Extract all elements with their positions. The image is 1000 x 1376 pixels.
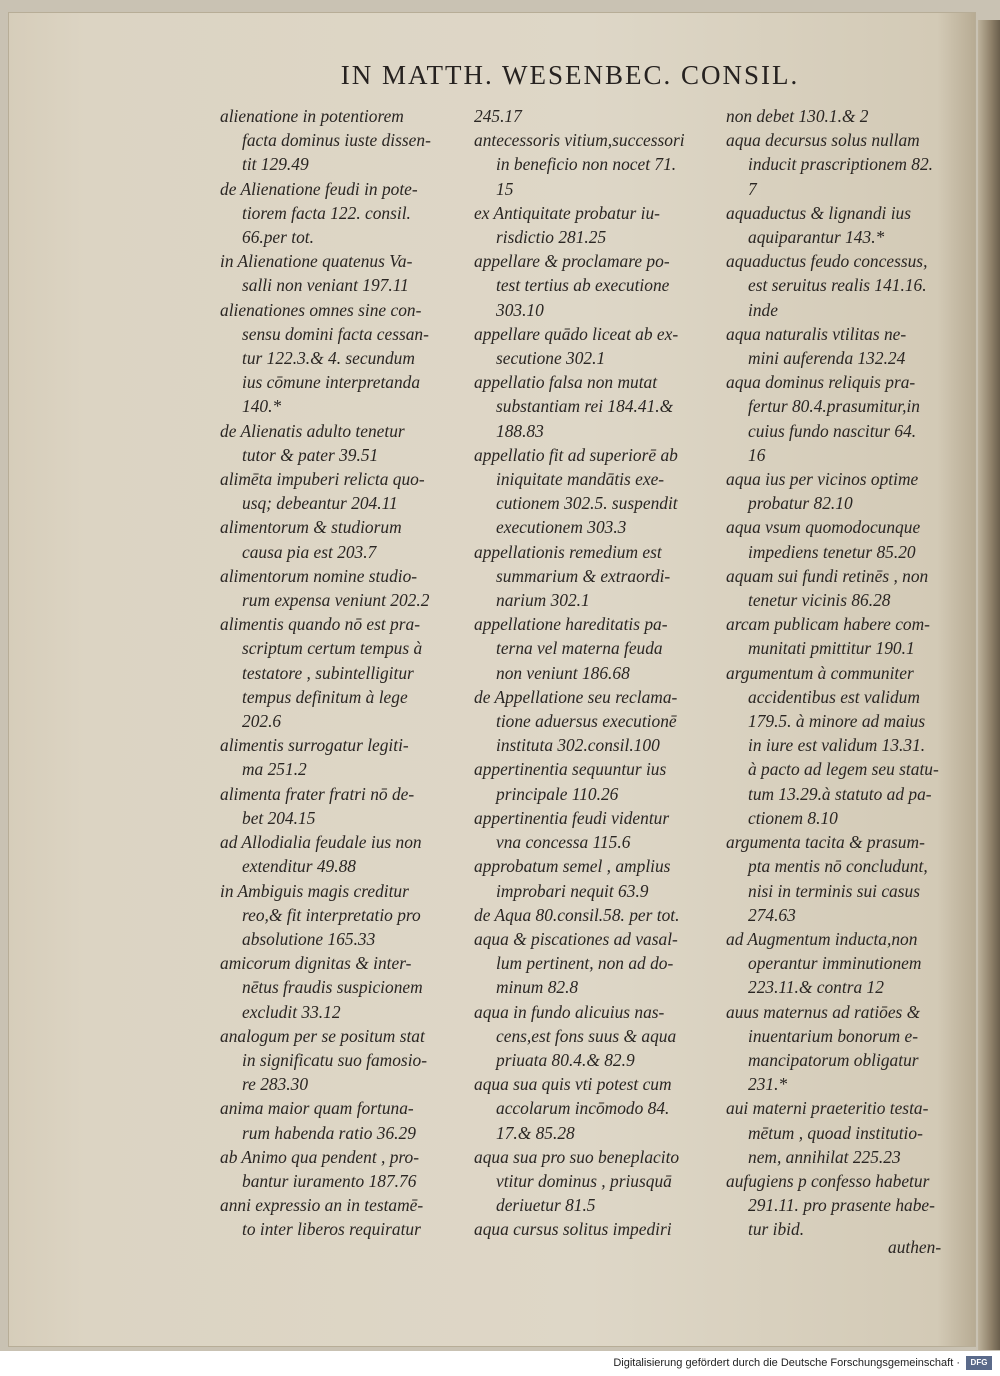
index-column-3 [726, 104, 976, 1242]
index-entry-line: 274.63 [748, 904, 796, 925]
index-entry-line: non debet 130.1.& 2 [726, 106, 869, 126]
index-entry-line: vna concessa 115.6 [496, 832, 631, 853]
index-entry [726, 1000, 976, 1097]
index-entry-line: tum 13.29.à statuto ad pa- [748, 783, 932, 804]
index-entry-line: rum expensa veniunt 202.2 [242, 590, 430, 611]
index-entry [474, 903, 714, 927]
index-entry-line: analogum per se positum stat [220, 1025, 425, 1046]
index-entry [474, 249, 714, 322]
index-entry-line: cens,est fons suus & aqua [496, 1025, 677, 1046]
index-entry [220, 733, 460, 781]
index-entry-line: appellare & proclamare po- [474, 251, 670, 272]
index-column-1 [220, 104, 460, 1242]
index-entry-line: 140.* [242, 396, 282, 417]
index-entry [220, 298, 460, 419]
index-entry-line: alimentorum & studiorum [220, 517, 402, 538]
index-entry-line: mancipatorum obligatur [748, 1049, 919, 1070]
index-entry-line: ex Antiquitate probatur iu- [474, 202, 660, 223]
index-entry-line: ctionem 8.10 [748, 807, 838, 828]
index-entry-line: tempus definitum à lege [242, 686, 408, 707]
index-entry [474, 806, 714, 854]
index-entry-line: de Appellatione seu reclama- [474, 686, 678, 707]
index-entry [220, 1024, 460, 1097]
index-entry-line: accidentibus est validum [748, 686, 920, 707]
index-entry-line: in iure est validum 13.31. [748, 735, 926, 756]
index-entry-line: in beneficio non nocet 71. [496, 154, 677, 175]
index-entry-line: cuius fundo nascitur 64. [748, 420, 917, 441]
index-entry-line: appertinentia sequuntur ius [474, 759, 667, 780]
index-entry-line: bet 204.15 [242, 807, 316, 828]
index-entry-line: pta mentis nō concludunt, [748, 856, 928, 877]
index-entry-line: 303.10 [496, 299, 544, 320]
index-entry-line: tenetur vicinis 86.28 [748, 590, 891, 611]
index-entry-line: in Alienatione quatenus Va- [220, 251, 413, 272]
index-entry-line: 223.11.& contra 12 [748, 977, 884, 998]
index-entry-line: instituta 302.consil.100 [496, 735, 660, 756]
index-entry [220, 782, 460, 830]
index-entry-line: tit 129.49 [242, 154, 309, 175]
index-entry-line: aui materni praeteritio testa- [726, 1098, 929, 1119]
index-entry [220, 951, 460, 1024]
index-entry-line: appellare quādo liceat ab ex- [474, 323, 679, 344]
index-entry-line: aqua sua quis vti potest cum [474, 1074, 672, 1095]
index-entry [220, 467, 460, 515]
index-entry [220, 612, 460, 733]
index-entry-line: fertur 80.4.prasumitur,in [748, 396, 920, 417]
index-entry-line: priuata 80.4.& 82.9 [496, 1049, 635, 1070]
index-entry-line: non veniunt 186.68 [496, 662, 630, 683]
index-entry-line: tutor & pater 39.51 [242, 444, 379, 465]
catchword: authen- [888, 1237, 942, 1257]
index-entry [474, 322, 714, 370]
index-entry-line: 17.& 85.28 [496, 1122, 575, 1143]
index-entry [726, 515, 976, 563]
index-entry-line: ius cōmune interpretanda [242, 372, 421, 393]
index-entry [726, 128, 976, 201]
index-entry-line: test tertius ab executione [496, 275, 670, 296]
index-entry-line: 179.5. à minore ad maius [748, 711, 926, 732]
index-entry-line: minum 82.8 [496, 977, 579, 998]
index-entry-line: 291.11. pro prasente habe- [748, 1195, 935, 1216]
index-entry-line: amicorum dignitas & inter- [220, 953, 412, 974]
index-entry-line: argumenta tacita & prasum- [726, 832, 925, 853]
index-entry-line: ma 251.2 [242, 759, 307, 780]
index-entry-line: terna vel materna feuda [496, 638, 663, 659]
index-entry-line: est seruitus realis 141.16. [748, 275, 927, 296]
index-entry [474, 443, 714, 540]
index-entry-line: risdictio 281.25 [496, 227, 607, 248]
index-entry [726, 249, 976, 322]
index-entry [220, 515, 460, 563]
index-entry-line: tiorem facta 122. consil. [242, 202, 411, 223]
index-entry-line: bantur iuramento 187.76 [242, 1170, 417, 1191]
index-entry [474, 1000, 714, 1073]
index-entry-line: excludit 33.12 [242, 1001, 341, 1022]
index-entry-line: à pacto ad legem seu statu- [748, 759, 939, 780]
index-entry-line: munitati pmittitur 190.1 [748, 638, 915, 659]
index-entry-line: to inter liberos requiratur [242, 1219, 421, 1240]
index-entry [726, 1169, 976, 1242]
index-entry [474, 1072, 714, 1145]
index-entry-line: cutionem 302.5. suspendit [496, 493, 678, 514]
index-entry [474, 854, 714, 902]
index-entry-line: alienationes omnes sine con- [220, 299, 422, 320]
index-entry [474, 757, 714, 805]
index-entry [474, 685, 714, 758]
index-entry-line: aqua vsum quomodocunque [726, 517, 921, 538]
index-entry-line: iniquitate mandātis exe- [496, 469, 665, 490]
index-entry-line: inducit prascriptionem 82. [748, 154, 934, 175]
index-entry-line: lum pertinent, non ad do- [496, 953, 674, 974]
index-entry [726, 1096, 976, 1169]
index-entry-line: in significatu suo famosio- [242, 1049, 428, 1070]
index-entry-line: alimenta frater fratri nō de- [220, 783, 415, 804]
index-entry-line: vtitur dominus , priusquā [496, 1170, 672, 1191]
index-entry [726, 104, 976, 128]
index-entry [474, 612, 714, 685]
index-entry [726, 927, 976, 1000]
index-entry [726, 467, 976, 515]
index-entry-line: aquaductus & lignandi ius [726, 202, 912, 223]
index-entry-line: probatur 82.10 [748, 493, 853, 514]
index-entry-line: causa pia est 203.7 [242, 541, 377, 562]
index-entry-line: de Aqua 80.consil.58. per tot. [474, 904, 680, 925]
index-entry-line: 15 [496, 178, 514, 199]
index-entry [220, 830, 460, 878]
index-entry-line: appellatio fit ad superiorē ab [474, 444, 678, 465]
index-entry-line: aquam sui fundi retinēs , non [726, 565, 929, 586]
index-entry [726, 370, 976, 467]
index-entry-line: aqua in fundo alicuius nas- [474, 1001, 665, 1022]
index-entry-line: auus maternus ad ratiōes & [726, 1001, 921, 1022]
index-entry-line: operantur imminutionem [748, 953, 922, 974]
index-entry [220, 1145, 460, 1193]
index-entry-line: anima maior quam fortuna- [220, 1098, 414, 1119]
index-entry [220, 564, 460, 612]
index-entry-line: aqua dominus reliquis pra- [726, 372, 916, 393]
index-entry [726, 564, 976, 612]
index-entry-line: approbatum semel , amplius [474, 856, 671, 877]
footer-credit: Digitalisierung gefördert durch die Deutsche Forschungsgemeinschaft · [613, 1357, 960, 1369]
index-entry-line: scriptum certum tempus à [242, 638, 423, 659]
index-entry-line: extenditur 49.88 [242, 856, 356, 877]
index-entry-line: secutione 302.1 [496, 348, 606, 369]
index-entry-line: ad Augmentum inducta,non [726, 928, 918, 949]
index-entry-line: nem, annihilat 225.23 [748, 1146, 901, 1167]
index-entry-line: aqua decursus solus nullam [726, 130, 920, 151]
index-entry-line: aqua ius per vicinos optime [726, 469, 919, 490]
index-entry-line: tur ibid. [748, 1219, 805, 1240]
index-entry [474, 201, 714, 249]
index-entry-line: alimentorum nomine studio- [220, 565, 418, 586]
index-entry-line: aqua cursus solitus impediri [474, 1219, 672, 1240]
index-entry-line: impediens tenetur 85.20 [748, 541, 916, 562]
index-entry-line: 231.* [748, 1074, 788, 1095]
index-entry-line: aqua sua pro suo beneplacito [474, 1146, 680, 1167]
index-entry-line: aqua & piscationes ad vasal- [474, 928, 678, 949]
index-entry-line: alimentis quando nō est pra- [220, 614, 420, 635]
index-column-2 [474, 104, 714, 1242]
index-entry-line: aqua naturalis vtilitas ne- [726, 323, 907, 344]
index-entry-line: reo,& fit interpretatio pro [242, 904, 421, 925]
index-entry-line: 188.83 [496, 420, 544, 441]
index-entry [726, 322, 976, 370]
index-entry-line: 245.17 [474, 106, 522, 126]
index-entry-line: appellationis remedium est [474, 541, 662, 562]
index-entry [220, 104, 460, 177]
index-entry-line: anni expressio an in testamē- [220, 1195, 424, 1216]
index-entry-line: antecessoris vitium,successori [474, 130, 685, 151]
index-entry-line: salli non veniant 197.11 [242, 275, 409, 296]
index-entry-line: rum habenda ratio 36.29 [242, 1122, 416, 1143]
book-edge [978, 20, 1000, 1350]
index-entry-line: inde [748, 299, 778, 320]
index-entry-line: nētus fraudis suspicionem [242, 977, 423, 998]
index-entry-line: 66.per tot. [242, 227, 314, 248]
index-entry-line: nisi in terminis sui casus [748, 880, 920, 901]
index-entry-line: summarium & extraordi- [496, 565, 671, 586]
index-entry [474, 540, 714, 613]
index-entry-line: appellatione hareditatis pa- [474, 614, 668, 635]
index-entry-line: mētum , quoad institutio- [748, 1122, 923, 1143]
index-entry-line: arcam publicam habere com- [726, 614, 930, 635]
index-entry-line: testatore , subintelligitur [242, 662, 414, 683]
index-entry [220, 1193, 460, 1241]
index-entry [220, 249, 460, 297]
index-entry [220, 1096, 460, 1144]
index-entry-line: de Alienatis adulto tenetur [220, 420, 405, 441]
index-entry-line: alienatione in potentiorem [220, 106, 404, 126]
index-entry-line: 16 [748, 444, 766, 465]
index-entry-line: mini auferenda 132.24 [748, 348, 906, 369]
index-entry-line: aufugiens p confesso habetur [726, 1170, 930, 1191]
index-entry-line: alimēta impuberi relicta quo- [220, 469, 425, 490]
index-entry-line: tione aduersus executionē [496, 711, 677, 732]
index-entry [220, 879, 460, 952]
dfg-logo: DFG [966, 1356, 992, 1370]
index-entry [474, 128, 714, 201]
index-entry-line: usq; debeantur 204.11 [242, 493, 398, 514]
index-entry-line: accolarum incōmodo 84. [496, 1098, 670, 1119]
index-entry [474, 370, 714, 443]
index-entry-line: 202.6 [242, 711, 282, 732]
index-entry [726, 661, 976, 830]
index-entry [474, 927, 714, 1000]
index-entry [220, 419, 460, 467]
index-entry-line: argumentum à communiter [726, 662, 914, 683]
index-entry-line: appertinentia feudi videntur [474, 807, 670, 828]
index-entry [474, 1217, 714, 1241]
index-entry-line: improbari nequit 63.9 [496, 880, 649, 901]
index-entry-line: tur 122.3.& 4. secundum [242, 348, 415, 369]
index-entry [474, 1145, 714, 1218]
index-entry-line: absolutione 165.33 [242, 928, 376, 949]
index-entry [474, 104, 714, 128]
index-entry [726, 830, 976, 927]
index-entry-line: aquiparantur 143.* [748, 227, 885, 248]
index-entry-line: inuentarium bonorum e- [748, 1025, 919, 1046]
index-entry-line: executionem 303.3 [496, 517, 627, 538]
index-entry-line: substantiam rei 184.41.& [496, 396, 674, 417]
index-entry-line: alimentis surrogatur legiti- [220, 735, 409, 756]
index-entry-line: de Alienatione feudi in pote- [220, 178, 418, 199]
index-entry-line: appellatio falsa non mutat [474, 372, 658, 393]
running-header: IN MATTH. WESENBEC. CONSIL. [340, 60, 800, 90]
digitization-footer [0, 1351, 1000, 1376]
index-entry-line: sensu domini facta cessan- [242, 323, 429, 344]
index-entry [726, 201, 976, 249]
index-entry [726, 612, 976, 660]
index-entry-line: re 283.30 [242, 1074, 309, 1095]
index-entry-line: in Ambiguis magis creditur [220, 880, 409, 901]
index-entry-line: ad Allodialia feudale ius non [220, 832, 422, 853]
index-entry-line: narium 302.1 [496, 590, 590, 611]
index-entry-line: principale 110.26 [496, 783, 619, 804]
index-entry-line: deriuetur 81.5 [496, 1195, 596, 1216]
index-entry-line: facta dominus iuste dissen- [242, 130, 431, 151]
index-entry-line: ab Animo qua pendent , pro- [220, 1146, 420, 1167]
index-entry-line: aquaductus feudo concessus, [726, 251, 928, 272]
index-entry-line: 7 [748, 178, 757, 199]
index-entry [220, 177, 460, 250]
